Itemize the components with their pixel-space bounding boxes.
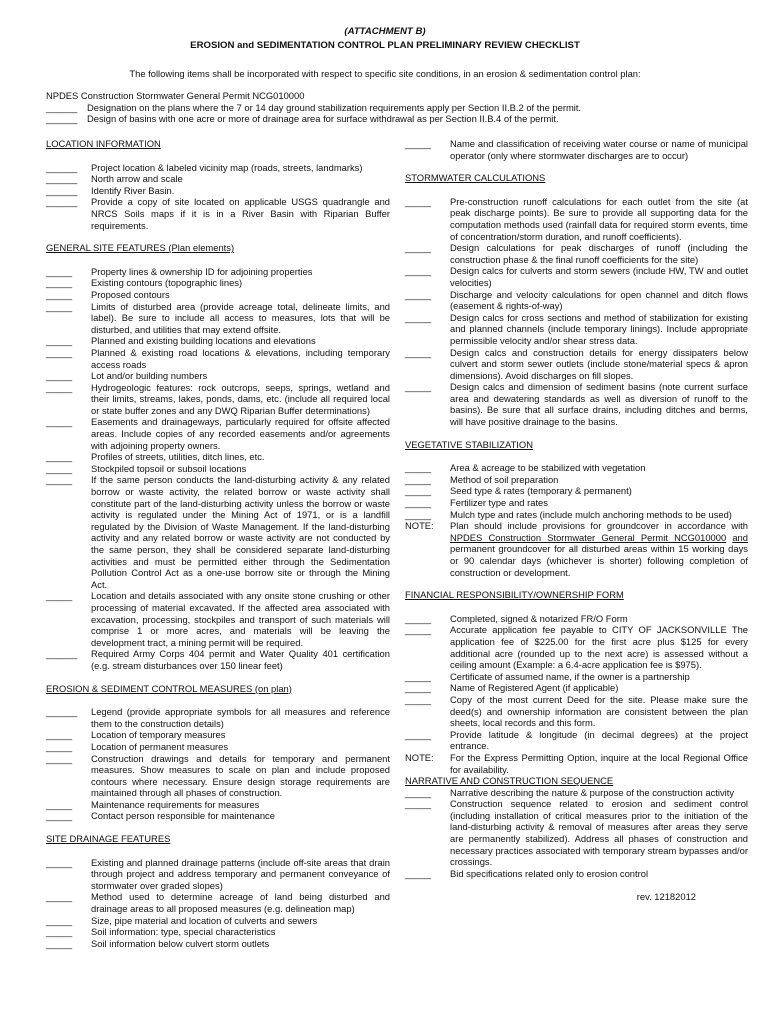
check-blank[interactable]: _____: [46, 590, 73, 602]
page-header: [0, 26, 770, 51]
checklist-item: [46, 173, 390, 185]
item-text: Identify River Basin.: [91, 184, 175, 196]
item-text: Stockpiled topsoil or subsoil locations: [91, 462, 247, 474]
item-text: Method used to determine acreage of land being disturbed and drainage areas to all proposed measures (e.g. delineation map): [91, 891, 390, 915]
item-text: Design calcs and construction details for energy dissipaters below culvert and storm sewer outlets (include stone/material specs & apron dimensions). Avoid discharges on fill slopes.: [450, 346, 748, 381]
check-blank[interactable]: _____: [46, 752, 73, 764]
check-blank[interactable]: _____: [405, 311, 432, 323]
checklist-item: [46, 196, 390, 231]
checklist-item: [405, 265, 748, 288]
item-text: Copy of the most current Deed for the site. Please make sure the deed(s) and ownership information are consistent between the plan sheets, local records and this form.: [450, 693, 748, 729]
intro-text: The following items shall be incorporated with respect to specific site conditions, in an erosion & sedimentation control plan:: [129, 68, 641, 79]
checklist-item: [405, 798, 748, 868]
item-text: Maintenance requirements for measures: [91, 798, 260, 810]
item-text: Design calcs and dimension of sediment basins (note current surface area and dewatering standards as well as diversion of runoff to the basins). Be sure that all surface drains, including ditches and berms, will have positive drainage to the basins.: [450, 381, 748, 428]
check-blank[interactable]: _____: [46, 729, 73, 741]
check-blank[interactable]: ______: [46, 101, 78, 113]
check-blank[interactable]: _____: [46, 914, 73, 926]
checklist-item: [405, 485, 748, 497]
item-text: Name of Registered Agent (if applicable): [450, 682, 619, 694]
note-text-part2: permanent groundcover for all disturbed areas within 15 working days or 90 calendar days (whichever is shorter) following completion of construction or development.: [450, 543, 748, 578]
check-blank[interactable]: _____: [405, 346, 432, 358]
item-text: Soil information below culvert storm outlets: [91, 937, 270, 949]
check-blank[interactable]: _____: [46, 288, 73, 300]
check-blank[interactable]: _____: [405, 612, 432, 624]
note-text-part1: Plan should include provisions for groundcover in accordance with: [450, 520, 748, 532]
checklist-item: [46, 266, 390, 278]
item-text: Location of temporary measures: [91, 729, 226, 741]
item-text: Design calculations for peak discharges of runoff (including the construction phase & the final runoff coefficients for the site): [450, 242, 748, 265]
checklist-item: [405, 381, 748, 427]
check-blank[interactable]: _____: [46, 740, 73, 752]
checklist-item: [405, 312, 748, 347]
checklist-item: [46, 289, 390, 301]
check-blank[interactable]: _____: [46, 335, 73, 347]
item-text: Planned & existing road locations & elevations, including temporary access roads: [91, 346, 390, 370]
npdes-heading: NPDES Construction Stormwater General Permit NCG010000: [46, 90, 305, 101]
checklist-item: [46, 451, 390, 463]
check-blank[interactable]: _____: [405, 728, 432, 740]
item-text: Seed type & rates (temporary & permanent): [450, 485, 632, 497]
item-text: Certificate of assumed name, if the owner is a partnership: [450, 670, 690, 682]
checklist-item: [405, 196, 748, 242]
npdes-section: [46, 90, 686, 125]
check-blank[interactable]: _____: [405, 138, 432, 149]
check-blank[interactable]: _____: [46, 856, 73, 868]
checklist-item: [46, 463, 390, 475]
item-text: Completed, signed & notarized FR/O Form: [450, 612, 628, 624]
item-text: Legend (provide appropriate symbols for all measures and reference them to the construction details): [91, 706, 390, 729]
item-text: Hydrogeologic features: rock outcrops, seeps, springs, wetland and their limits, streams, lakes, ponds, dams, etc. (include all required local or state buffer zones and any DWQ Riparian Buffer determinations): [91, 381, 390, 416]
item-text: Project location & labeled vicinity map (roads, streets, landmarks): [91, 161, 363, 173]
checklist-item: [405, 347, 748, 382]
checklist-item: [46, 474, 390, 590]
checklist-item: [46, 799, 390, 811]
check-blank[interactable]: ______: [46, 161, 78, 173]
checklist-item: [46, 915, 390, 927]
vegetative-note: [405, 520, 748, 578]
item-text: Method of soil preparation: [450, 473, 559, 485]
check-blank[interactable]: _____: [405, 288, 432, 300]
check-blank[interactable]: ______: [46, 706, 78, 718]
item-text: Construction drawings and details for temporary and permanent measures. Show measures to scale on plan and include proposed contours where necessary. Ensure design storage requirements are maintained through all phases of construction.: [91, 752, 390, 799]
section-heading-narrative: NARRATIVE AND CONSTRUCTION SEQUENCE: [405, 775, 614, 787]
item-text: Easements and drainageways, particularly required for offsite affected areas. Include copies of any recorded easements and/or agreements with adjoining property owners.: [91, 416, 390, 451]
check-blank[interactable]: _____: [405, 497, 432, 509]
section-heading-drainage: SITE DRAINAGE FEATURES: [46, 833, 171, 845]
item-text: Location of permanent measures: [91, 740, 229, 752]
check-blank[interactable]: _____: [405, 624, 432, 636]
check-blank[interactable]: _____: [405, 682, 432, 694]
note-text: For the Express Permitting Option, inquire at the local Regional Office for availability.: [450, 751, 748, 775]
checklist-item: [405, 868, 748, 880]
check-blank[interactable]: _____: [405, 786, 432, 798]
attachment-label: (ATTACHMENT B): [344, 26, 426, 37]
item-text: Required Army Corps 404 permit and Water Quality 401 certification (e.g. stream disturbances over 150 linear feet): [91, 648, 390, 671]
check-blank[interactable]: _____: [46, 937, 73, 949]
check-blank[interactable]: _____: [46, 462, 73, 474]
check-blank[interactable]: _____: [405, 485, 432, 497]
item-text: Accurate application fee payable to CITY OF JACKSONVILLE The application fee of $225.00 for the first acre plus $125 for every additional acre (rounded up to the next acre) is assessed without a ceiling amount (Example: a 6.4-acre application fee is $975).: [450, 624, 748, 671]
checklist-item: [46, 277, 390, 289]
section-heading-stormwater: STORMWATER CALCULATIONS: [405, 172, 546, 184]
checklist-item: [405, 462, 748, 474]
item-text: Discharge and velocity calculations for open channel and ditch flows (easement & rights-of-way): [450, 288, 748, 312]
item-text: Lot and/or building numbers: [91, 370, 208, 382]
check-blank[interactable]: _____: [405, 693, 432, 705]
document-title: EROSION and SEDIMENTATION CONTROL PLAN PRELIMINARY REVIEW CHECKLIST: [190, 39, 580, 51]
checklist-item: [46, 347, 390, 370]
checklist-item: [405, 474, 748, 486]
checklist-item: [46, 370, 390, 382]
checklist-item: [46, 938, 390, 950]
check-blank[interactable]: _____: [46, 381, 73, 393]
check-blank[interactable]: ______: [46, 113, 78, 125]
item-text: Location and details associated with any onsite stone crushing or other processing of material excavated. If the affected area associated with excavation, processing, stockpiles and transport of such materials will comprise 1 or more acres, and materials will be leaving the development tract, a mining permit will be required.: [91, 590, 390, 648]
checklist-item: [46, 416, 390, 451]
check-blank[interactable]: _____: [46, 346, 73, 358]
checklist-item: [46, 185, 390, 197]
checklist-item: [405, 682, 748, 694]
item-text: Design calcs for culverts and storm sewers (include HW, TW and outlet velocities): [450, 265, 748, 288]
right-column: [405, 138, 748, 903]
financial-note: [405, 752, 748, 775]
section-heading-vegetative: VEGETATIVE STABILIZATION: [405, 438, 533, 450]
check-blank[interactable]: ______: [46, 184, 78, 196]
checklist-item: [46, 102, 686, 114]
check-blank[interactable]: _____: [46, 416, 73, 428]
check-blank[interactable]: _____: [405, 670, 432, 682]
check-blank[interactable]: _____: [46, 926, 73, 938]
checklist-item: [46, 810, 390, 822]
check-blank[interactable]: _____: [46, 300, 73, 312]
check-blank[interactable]: ______: [46, 196, 78, 208]
check-blank[interactable]: _____: [46, 798, 73, 810]
checklist-item: [46, 753, 390, 799]
item-text: Existing contours (topographic lines): [91, 277, 243, 289]
section-heading-location: LOCATION INFORMATION: [46, 138, 161, 149]
item-text: Soil information: type, special characteristics: [91, 926, 276, 938]
checklist-item: [46, 857, 390, 892]
checklist-item: [46, 162, 390, 174]
item-text: Pre-construction runoff calculations for each outlet from the site (at peak discharge points). Be sure to provide all supporting data for the computation methods used (rainfall data for required storm events, time of concentration/storm duration, and runoff coefficients).: [450, 195, 748, 242]
checklist-item: [405, 138, 748, 161]
checklist-item: [46, 741, 390, 753]
item-text: Property lines & ownership ID for adjoining properties: [91, 265, 313, 277]
check-blank[interactable]: _____: [405, 195, 432, 207]
check-blank[interactable]: ______: [46, 173, 78, 185]
checklist-item: [46, 891, 390, 914]
item-text: Design of basins with one acre or more of drainage area for surface withdrawal as per Section II.B.4 of the permit.: [87, 113, 559, 125]
check-blank[interactable]: _____: [405, 473, 432, 485]
check-blank[interactable]: _____: [46, 277, 73, 289]
item-text: North arrow and scale: [91, 173, 183, 185]
checklist-item: [405, 509, 748, 521]
checklist-item: [405, 671, 748, 683]
item-text: Designation on the plans where the 7 or 14 day ground stabilization requirements apply per Section II.B.2 of the permit.: [87, 101, 582, 113]
check-blank[interactable]: _____: [46, 265, 73, 277]
checklist-item: [46, 926, 390, 938]
check-blank[interactable]: ______: [46, 648, 78, 660]
checklist-item: [46, 382, 390, 417]
check-blank[interactable]: _____: [405, 462, 432, 474]
checklist-item: [46, 335, 390, 347]
note-label: NOTE:: [405, 751, 434, 763]
checklist-item: [405, 787, 748, 799]
checklist-item: [46, 113, 686, 125]
left-column: [46, 138, 390, 949]
item-text: Name and classification of receiving water course or name of municipal operator (only where stormwater discharges are to occur): [450, 138, 748, 161]
item-text: Planned and existing building locations and elevations: [91, 335, 316, 347]
item-text: Construction sequence related to erosion and sediment control (including installation of critical measures prior to the initiation of the land-disturbing activity & removal of measures after areas they serve are permanently stabilized). Address all phases of construction and necessary practices associated with temporary stream bypasses and/or crossings.: [450, 798, 748, 868]
checklist-item: [46, 729, 390, 741]
check-blank[interactable]: _____: [405, 508, 432, 520]
checklist-item: [405, 289, 748, 312]
section-heading-financial: FINANCIAL RESPONSIBILITY/OWNERSHIP FORM: [405, 589, 624, 601]
item-text: Area & acreage to be stabilized with vegetation: [450, 462, 646, 474]
item-text: Provide a copy of site located on applicable USGS quadrangle and NRCS Soils maps if it is in a River Basin with Riparian Buffer requirements.: [91, 196, 390, 231]
check-blank[interactable]: _____: [405, 242, 432, 254]
check-blank[interactable]: _____: [46, 474, 73, 486]
checklist-item: [46, 648, 390, 671]
item-text: Fertilizer type and rates: [450, 497, 548, 509]
checklist-item: [405, 613, 748, 625]
revision-label: rev. 12182012: [636, 891, 696, 903]
item-text: Design calcs for cross sections and method of stabilization for existing and planned channels (include temporary linings). Include appropriate permissible velocity and/or shear stress data.: [450, 311, 748, 346]
note-label: NOTE:: [405, 520, 434, 532]
check-blank[interactable]: _____: [405, 867, 432, 879]
item-text: Mulch type and rates (include mulch anchoring methods to be used): [450, 508, 732, 520]
section-heading-general: GENERAL SITE FEATURES (Plan elements): [46, 242, 235, 254]
checklist-item: [405, 624, 748, 670]
item-text: Bid specifications related only to erosion control: [450, 867, 649, 879]
note-text: [450, 520, 748, 578]
checklist-item: [405, 497, 748, 509]
check-blank[interactable]: _____: [405, 798, 432, 810]
npdes-permit-link: NPDES Construction Stormwater General Permit NCG010000: [450, 531, 727, 543]
item-text: Contact person responsible for maintenance: [91, 810, 275, 822]
item-text: Profiles of streets, utilities, ditch lines, etc.: [91, 451, 265, 463]
check-blank[interactable]: _____: [46, 891, 73, 903]
check-blank[interactable]: _____: [405, 381, 432, 393]
checklist-item: [405, 694, 748, 729]
item-text: Proposed contours: [91, 288, 170, 300]
item-text: Existing and planned drainage patterns (include off-site areas that drain through project and address temporary and permanent conveyance of stormwater over graded slopes): [91, 856, 390, 891]
item-text: Narrative describing the nature & purpose of the construction activity: [450, 786, 735, 798]
checklist-item: [46, 706, 390, 729]
checklist-item: [46, 590, 390, 648]
item-text: Limits of disturbed area (provide acreage total, delineate limits, and label). Be sure to include all access to measures, lots that will be disturbed, and utilities that may extend offsite.: [91, 300, 390, 335]
section-heading-erosion: EROSION & SEDIMENT CONTROL MEASURES (on plan): [46, 682, 292, 694]
item-text: Provide latitude & longitude (in decimal degrees) at the project entrance.: [450, 728, 748, 752]
check-blank[interactable]: _____: [46, 810, 73, 822]
check-blank[interactable]: _____: [46, 370, 73, 382]
note-and: and: [732, 531, 748, 543]
check-blank[interactable]: _____: [405, 265, 432, 277]
item-text: Size, pipe material and location of culverts and sewers: [91, 914, 318, 926]
checklist-item: [46, 301, 390, 336]
check-blank[interactable]: _____: [46, 451, 73, 463]
checklist-item: [405, 242, 748, 265]
item-text: If the same person conducts the land-disturbing activity & any related borrow or waste activity, the related borrow or waste activity shall constitute part of the land-disturbing activity unless the borrow or waste activity is regulated under the Mining Act of 1971, or is a landfill regulated by the Division of Waste Management. If the land-disturbing activity and any related borrow or waste activity are not conducted by the same person, they shall be considered separate land-disturbing activities and must be permitted either through the Sedimentation Pollution Control Act as a one-use borrow site or through the Mining Act.: [91, 474, 390, 590]
checklist-item: [405, 729, 748, 752]
